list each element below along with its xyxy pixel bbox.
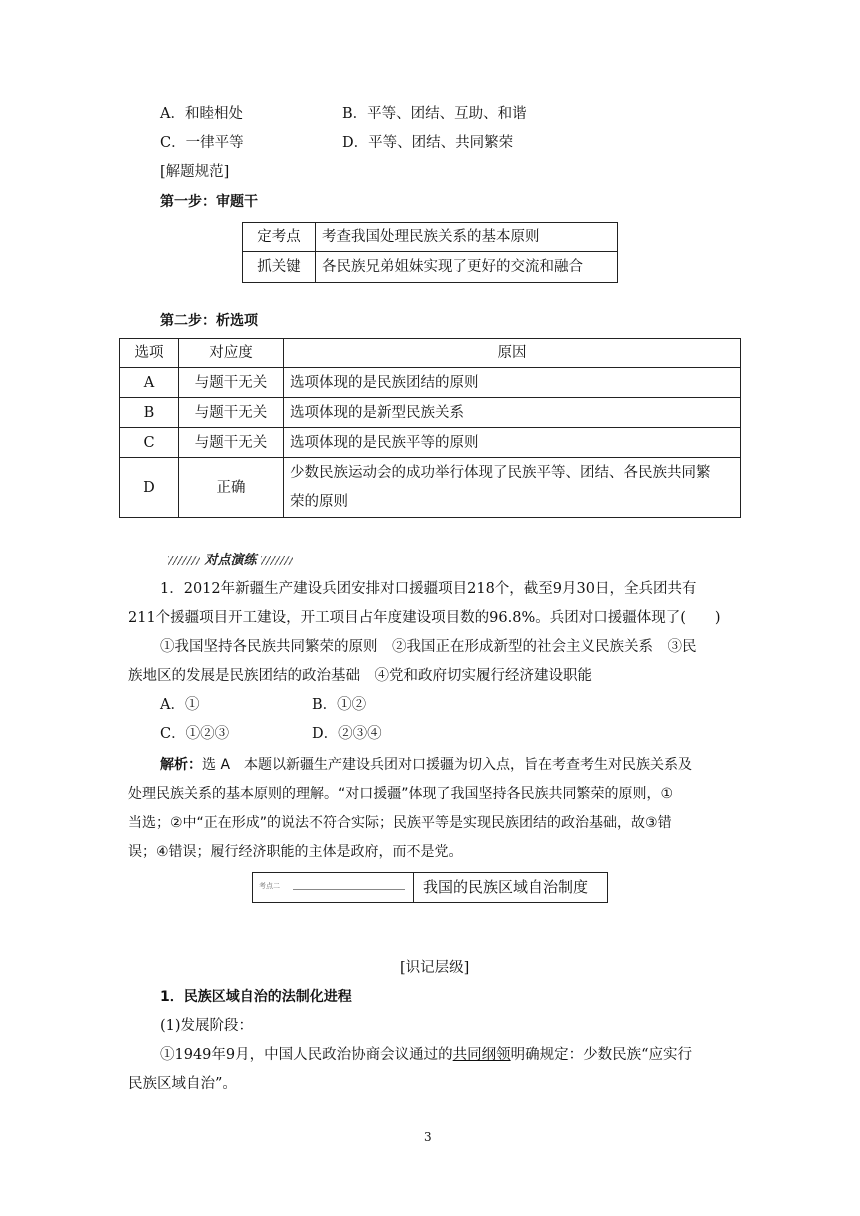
question-line: 1．2012年新疆生产建设兵团安排对口援疆项目218个，截至9月30日，全兵团共有	[160, 581, 697, 597]
table-cell: B	[120, 398, 179, 428]
topic-box-label-cell	[253, 873, 414, 902]
item-1-line-2: 民族区域自治”。	[128, 1076, 237, 1092]
step1-title: 第一步：审题干	[160, 194, 258, 210]
table-cell: 与题干无关	[179, 428, 284, 458]
analysis-line: 误；④错误；履行经济职能的主体是政府，而不是党。	[128, 844, 463, 860]
topic-box-small-label: 考点二	[259, 882, 280, 890]
practice-option-a: A．①	[160, 697, 200, 713]
step1-table	[242, 222, 618, 283]
page-number: 3	[424, 1130, 432, 1144]
step2-table	[119, 338, 741, 518]
analysis-text: 选 A 本题以新疆生产建设兵团对口援疆为切入点，旨在考查考生对民族关系及	[202, 757, 693, 773]
table-cell: 选项体现的是民族团结的原则	[284, 368, 741, 398]
table-row	[120, 368, 741, 398]
practice-option-c: C．①②③	[160, 726, 230, 742]
question-line: 211个援疆项目开工建设，开工项目占年度建设项目数的96.8%。兵团对口援疆体现了( )	[128, 610, 721, 626]
option-c: C．一律平等	[160, 135, 244, 151]
table-cell: 正确	[179, 458, 284, 518]
topic-box	[252, 872, 608, 903]
analysis-line: 当选；②中“正在形成”的说法不符合实际；民族平等是实现民族团结的政治基础，故③错	[128, 815, 672, 831]
practice-tag-label: 对点演练	[204, 553, 257, 568]
heading-1: 1．民族区域自治的法制化进程	[160, 989, 352, 1005]
option-d: D．平等、团结、共同繁荣	[342, 135, 514, 151]
hatch-decoration	[261, 556, 293, 565]
table-cell: 抓关键	[243, 252, 316, 283]
reason-line: 荣的原则	[290, 493, 348, 510]
item-1-post: 明确规定：少数民族“应实行	[510, 1047, 693, 1063]
table-cell: 选项体现的是新型民族关系	[284, 398, 741, 428]
table-cell: C	[120, 428, 179, 458]
reason-line: 少数民族运动会的成功举行体现了民族平等、团结、各民族共同繁	[290, 464, 711, 481]
analysis-line	[128, 751, 732, 780]
table-cell: A	[120, 368, 179, 398]
practice-option-d: D．②③④	[312, 726, 382, 742]
analysis-label: 解析：	[160, 757, 202, 773]
item-1-pre: ①1949年9月，中国人民政治协商会议通过的	[160, 1047, 453, 1063]
sub-heading-1: (1)发展阶段：	[160, 1018, 254, 1034]
table-header: 对应度	[179, 339, 284, 368]
table-cell: 选项体现的是民族平等的原则	[284, 428, 741, 458]
practice-question	[128, 575, 732, 691]
table-row	[243, 223, 618, 252]
option-a: A．和睦相处	[160, 106, 243, 122]
level-label: [识记层级]	[400, 960, 470, 976]
hatch-decoration	[168, 556, 200, 565]
table-cell: D	[120, 458, 179, 518]
question-line: ①我国坚持各民族共同繁荣的原则 ②我国正在形成新型的社会主义民族关系 ③民	[160, 639, 697, 655]
step2-title: 第二步：析选项	[160, 313, 258, 329]
topic-box-title: 我国的民族区域自治制度	[423, 878, 589, 896]
topic-box-rule	[293, 889, 405, 890]
question-line: 族地区的发展是民族团结的政治基础 ④党和政府切实履行经济建设职能	[128, 668, 592, 684]
table-cell: 与题干无关	[179, 398, 284, 428]
table-header: 选项	[120, 339, 179, 368]
item-1-line-1	[160, 1045, 692, 1065]
table-cell: 各民族兄弟姐妹实现了更好的交流和融合	[316, 252, 618, 283]
table-cell: 定考点	[243, 223, 316, 252]
table-cell: 考查我国处理民族关系的基本原则	[316, 223, 618, 252]
table-row	[120, 339, 741, 368]
table-cell: 与题干无关	[179, 368, 284, 398]
table-row	[120, 398, 741, 428]
table-row	[120, 458, 741, 518]
item-1-underlined: 共同纲领	[452, 1047, 511, 1063]
analysis	[128, 751, 732, 867]
table-row	[120, 428, 741, 458]
table-row	[243, 252, 618, 283]
practice-option-b: B．①②	[312, 697, 367, 713]
analysis-line: 处理民族关系的基本原则的理解。“对口援疆”体现了我国坚持各民族共同繁荣的原则，①	[128, 786, 674, 802]
practice-tag	[168, 549, 293, 568]
option-b: B．平等、团结、互助、和谐	[342, 106, 527, 122]
table-cell	[284, 458, 741, 518]
table-header: 原因	[284, 339, 741, 368]
section-label: [解题规范]	[160, 164, 230, 180]
